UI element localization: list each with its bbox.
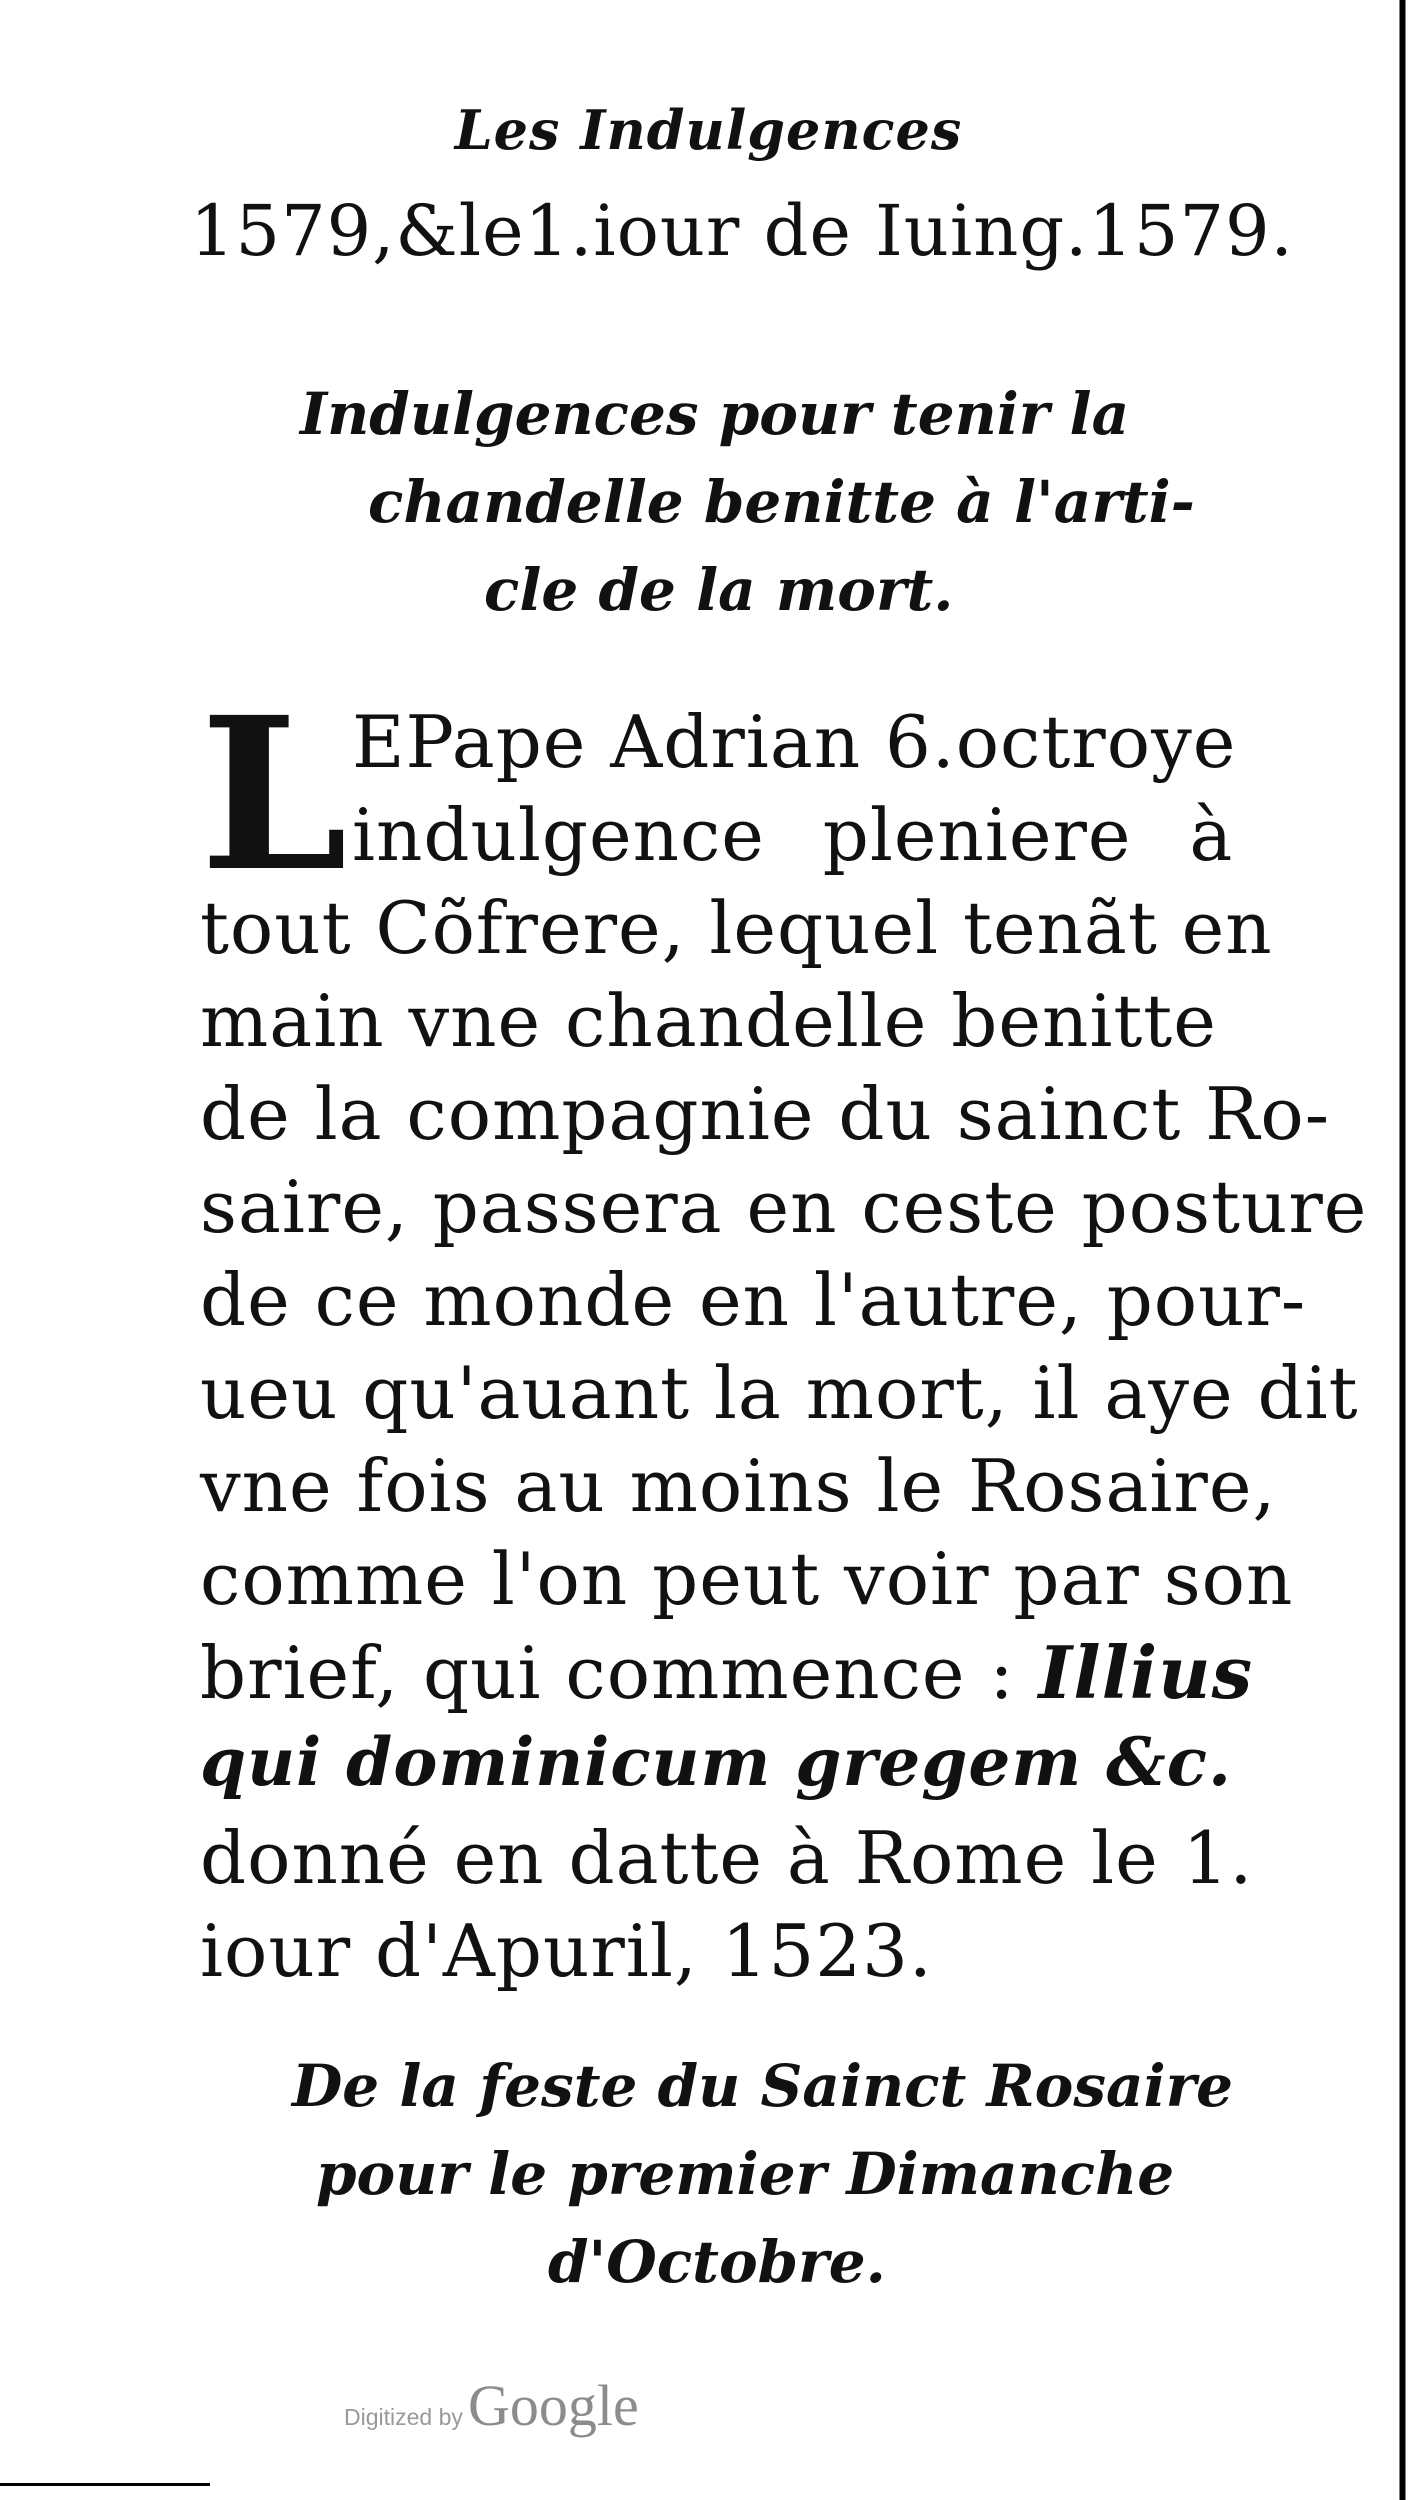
body-line: main vne chandelle benitte <box>200 979 1217 1063</box>
body-line: EPape Adrian 6.octroye <box>352 700 1237 784</box>
body-line: de la compagnie du sainct Ro- <box>200 1072 1331 1156</box>
page-edge <box>1391 0 1417 2500</box>
head-line: 1579,&le1.iour de Iuing.1579. <box>190 190 1294 272</box>
drop-cap: L <box>200 671 348 918</box>
latin-incipit: Illius <box>1038 1630 1254 1715</box>
body-line: ueu qu'auant la mort, il aye dit <box>200 1351 1359 1435</box>
bottom-rule <box>0 2483 210 2486</box>
body-line: saire, passera en ceste posture <box>200 1165 1368 1249</box>
body-line: iour d'Apuril, 1523. <box>200 1909 933 1993</box>
section-title-line: chandelle benitte à l'arti- <box>368 468 1195 536</box>
body-line: indulgence pleniere à <box>352 793 1234 877</box>
google-label: Google <box>467 2373 639 2438</box>
body-line: de ce monde en l'autre, pour- <box>200 1258 1307 1342</box>
body-line: comme l'on peut voir par son <box>200 1537 1294 1621</box>
body-line: tout Cõfrere, lequel tenãt en <box>200 886 1273 970</box>
running-head: Les Indulgences <box>454 98 963 162</box>
body-line: vne fois au moins le Rosaire, <box>200 1444 1277 1528</box>
section-title-line: pour le premier Dimanche <box>316 2140 1175 2208</box>
latin-incipit-line: qui dominicum gregem &c. <box>200 1723 1232 1801</box>
section-title-line: De la feste du Sainct Rosaire <box>292 2052 1234 2120</box>
body-text: brief, qui commence : <box>200 1631 1015 1715</box>
digitized-label: Digitized by <box>344 2404 463 2430</box>
digitized-by-google-mark <box>344 2372 639 2439</box>
section-title-line: cle de la mort. <box>484 556 954 624</box>
section-title-line: Indulgences pour tenir la <box>300 380 1130 448</box>
section-title-line: d'Octobre. <box>548 2228 886 2296</box>
body-line: donné en datte à Rome le 1. <box>200 1816 1254 1900</box>
body-line <box>200 1630 1253 1715</box>
